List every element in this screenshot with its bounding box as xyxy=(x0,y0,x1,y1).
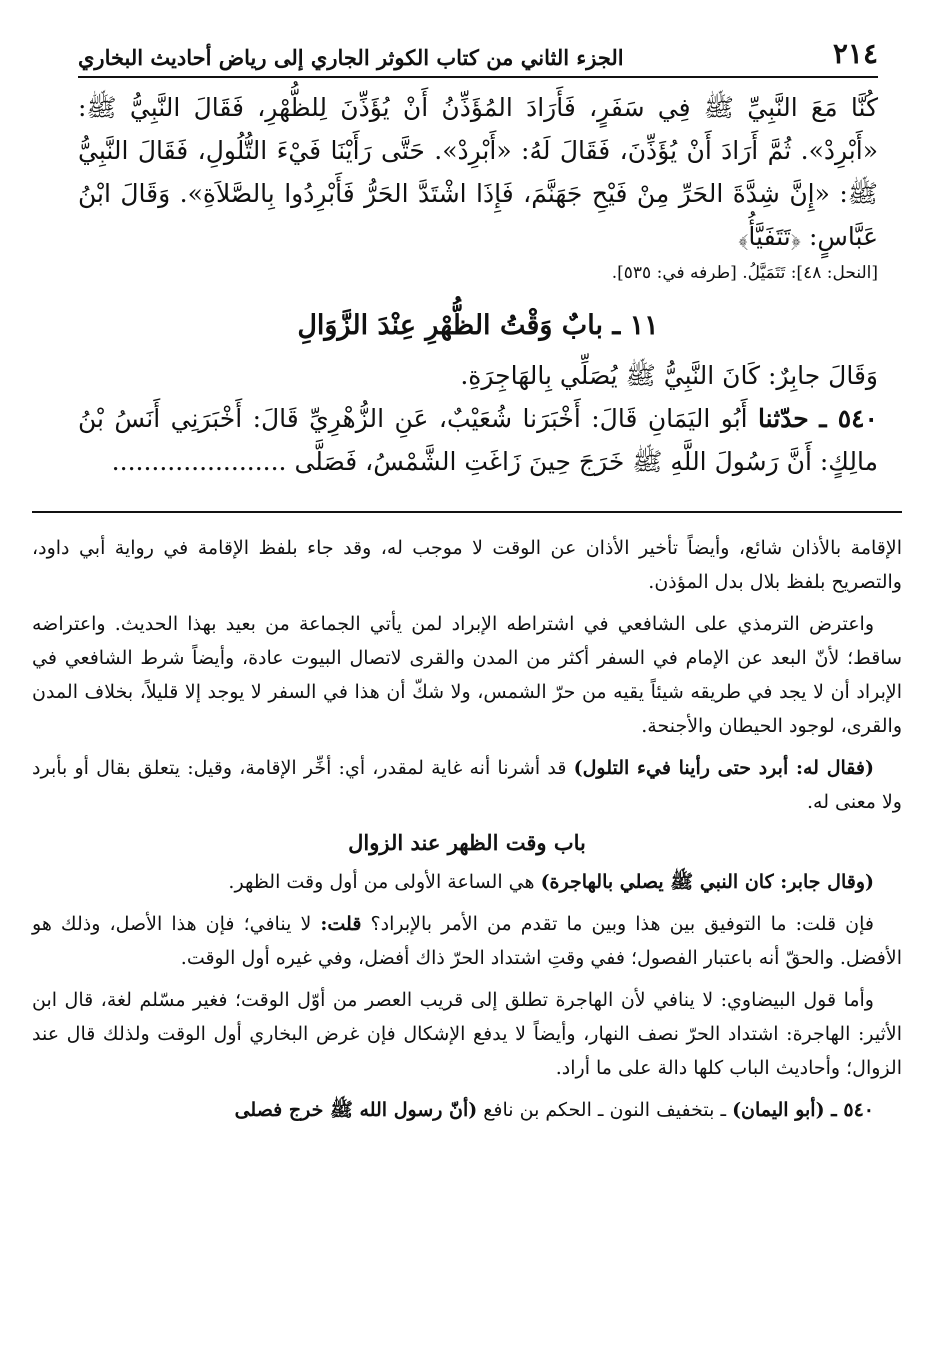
commentary-paragraph-2: واعترض الترمذي على الشافعي في اشتراطه الإبراد لمن يأتي الجماعة من بعيد بهذا الحديث. واعتراضه ساقط؛ لأنّ البعد عن الإمام في السفر أكثر من المدن والقرى لاتصال البيوت عادة، وأيضاً شرط الشافعي في الإبراد أن لا يجد في طريقه شيئاً يقيه من حرّ الشمس، ولا شكّ أن هذا في السفر لا يوجد إلا قليلاً، بخلاف المدن والقرى، لوجود الحيطان والأجنحة. xyxy=(32,613,902,737)
hadith-paragraph: كُنَّا مَعَ النَّبِيِّ ﷺ فِي سَفَرٍ، فَأَرَادَ المُؤَذِّنُ أَنْ يُؤَذِّنَ لِلظُّهْرِ، فَقَالَ النَّبِيُّ ﷺ: «أَبْرِدْ». ثُمَّ أَرَادَ أَنْ يُؤَذِّنَ، فَقَالَ لَهُ: «أَبْرِدْ». حَتَّى رَأَيْنَا فَيْءَ التُّلُولِ، فَقَالَ النَّبِيُّ ﷺ: «إِنَّ شِدَّةَ الحَرِّ مِنْ فَيْحِ جَهَنَّمَ، فَإِذَا اشْتَدَّ الحَرُّ فَأَبْرِدُوا بِالصَّلاَةِ». وَقَالَ ابْنُ عَبَّاسٍ: ﴿تَتَفَيَّأُ﴾ xyxy=(78,93,878,251)
commentary-text: ـ بتخفيف النون ـ الحكم بن نافع xyxy=(477,1099,733,1121)
commentary-text: قد أشرنا أنه غاية لمقدر، أي: أخِّر الإقامة، وقيل: يتعلق بقال أو بأبرد ولا معنى له. xyxy=(32,757,902,813)
commentary-paragraph-7 xyxy=(32,1093,902,1127)
commentary-paragraph-4 xyxy=(32,865,902,899)
quoted-phrase: (فقال له: أبرد حتى رأينا فيء التلول) xyxy=(573,757,874,779)
page-number: ٢١٤ xyxy=(832,37,878,70)
hadith-540-text: أَبُو اليَمَانِ قَالَ: أَخْبَرَنا شُعَيْبٌ، عَنِ الزُّهْرِيِّ قَالَ: أَخْبَرَنِي أَنَسُ بْنُ مالِكٍ: أَنَّ رَسُولَ اللَّهِ ﷺ خَرَجَ حِينَ زَاغَتِ الشَّمْسُ، فَصَلَّى ...................... xyxy=(78,404,878,476)
commentary-paragraph-5 xyxy=(32,907,902,975)
commentary-section xyxy=(32,531,902,1127)
commentary-paragraph-6: وأما قول البيضاوي: لا ينافي لأن الهاجرة تطلق إلى قريب العصر من أوّل الوقت؛ فغير مسّلم لغة، قال ابن الأثير: الهاجرة: اشتداد الحرّ نصف النهار، وأيضاً لا يدفع الإشكال فإن غرض البخاري أول الوقت ولذلك قال عند الزوال؛ وأحاديث الباب كلها دالة على ما أراد. xyxy=(32,989,902,1079)
commentary-sub-heading: باب وقت الظهر عند الزوال xyxy=(348,830,586,855)
hadith-540 xyxy=(78,397,878,483)
quoted-phrase: (وقال جابر: كان النبي ﷺ يصلي بالهاجرة) xyxy=(540,871,874,893)
footnote-divider xyxy=(32,511,902,513)
page-header xyxy=(78,38,878,78)
chapter-heading: ١١ ـ بابٌ وَقْتُ الظُّهْرِ عِنْدَ الزَّوَالِ xyxy=(297,310,659,341)
haddathana-word: حدّثنا xyxy=(758,404,809,433)
quoted-phrase: ٥٤٠ ـ (أبو اليمان) xyxy=(732,1099,874,1121)
reference-line: [النحل: ٤٨]: تَتَمَيَّلُ. [طرفه في: ٥٣٥]. xyxy=(611,263,878,283)
commentary-paragraph-3 xyxy=(32,751,902,819)
commentary-text: فإن قلت: ما التوفيق بين هذا وبين ما تقدم من الأمر بالإبراد؟ xyxy=(361,913,874,935)
commentary-text: هي الساعة الأولى من أول وقت الظهر. xyxy=(228,871,541,893)
commentary-paragraph-1: الإقامة بالأذان شائع، وأيضاً تأخير الأذان عن الوقت لا موجب له، وقد جاء بلفظ الإقامة في رواية أبي داود، والتصريح بلفظ بلال بدل المؤذن. xyxy=(32,537,902,593)
hadith-number: ٥٤٠ ـ xyxy=(819,404,878,433)
jabir-line: وَقَالَ جابِرٌ: كَانَ النَّبِيُّ ﷺ يُصَلِّي بِالهَاجِرَةِ. xyxy=(460,361,878,390)
commentary-text: لا ينافي؛ فإن هذا الأصل، وذلك هو الأفضل. والحقّ أنه باعتبار الفصول؛ ففي وقتِ اشتداد الحرّ ذاك أفضل، وفي غيره أول الوقت. xyxy=(32,913,902,969)
qultu-word: قلت: xyxy=(320,913,362,935)
hadith-text-section xyxy=(78,86,878,483)
running-title: الجزء الثاني من كتاب الكوثر الجاري إلى رياض أحاديث البخاري xyxy=(78,45,624,70)
quoted-phrase: (أنّ رسول الله ﷺ خرج فصلى xyxy=(234,1099,478,1121)
